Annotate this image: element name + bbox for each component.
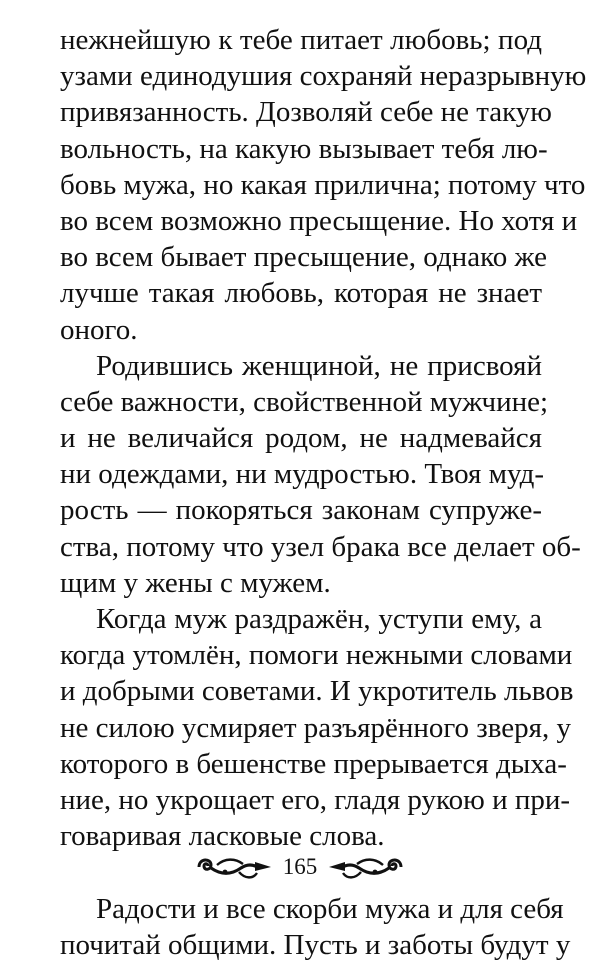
text-line: почитай общими. Пусть и заботы будут у xyxy=(60,928,571,961)
text-line: когда утомлён, помоги нежными словами xyxy=(60,639,573,672)
text-line: ни одеждами, ни мудростью. Твоя муд- xyxy=(60,458,545,491)
text-line: не силою усмиряет разъярённого зверя, у xyxy=(60,711,571,744)
text-line: себе важности, свойственной мужчине; xyxy=(60,385,549,418)
text-line: ства, потому что узел брака все делает об- xyxy=(60,530,581,563)
text-line: привязанность. Дозволяй себе не такую xyxy=(60,96,552,129)
text-line: и не величайся родом, не надмевайся xyxy=(60,422,542,455)
text-line: во всем бывает пресыщение, однако же xyxy=(60,241,547,274)
text-line: оного. xyxy=(60,313,138,346)
text-line: говаривая ласковые слова. xyxy=(60,820,385,853)
scroll-ornament-right-icon xyxy=(327,852,405,882)
page-number: 165 xyxy=(282,854,318,879)
text-line: узами единодушия сохраняй неразрывную xyxy=(60,60,587,93)
text-line: Родившись женщиной, не присвояй xyxy=(96,349,542,382)
body-text xyxy=(60,22,587,963)
text-line: Когда муж раздражён, уступи ему, а xyxy=(96,603,542,635)
text-line: лучше такая любовь, которая не знает xyxy=(60,277,542,310)
text-line: ние, но укрощает его, гладя рукою и при- xyxy=(60,783,571,816)
text-line: щим у жены с мужем. xyxy=(60,566,331,599)
scroll-ornament-left-icon xyxy=(195,852,273,882)
text-line: нежнейшую к тебе питает любовь; под xyxy=(60,24,542,56)
text-line: Радости и все скорби мужа и для себя xyxy=(96,892,564,925)
text-line: и добрыми советами. И укротитель львов xyxy=(60,675,574,708)
page-footer xyxy=(0,852,600,882)
text-line: во всем возможно пресыщение. Но хотя и xyxy=(60,204,578,237)
text-line: бовь мужа, но какая прилична; потому что xyxy=(60,168,586,201)
text-line: вольность, на какую вызывает тебя лю- xyxy=(60,132,548,165)
text-line: рость — покоряться законам супруже- xyxy=(60,494,542,527)
text-line: которого в бешенстве прерывается дыха- xyxy=(60,747,567,780)
